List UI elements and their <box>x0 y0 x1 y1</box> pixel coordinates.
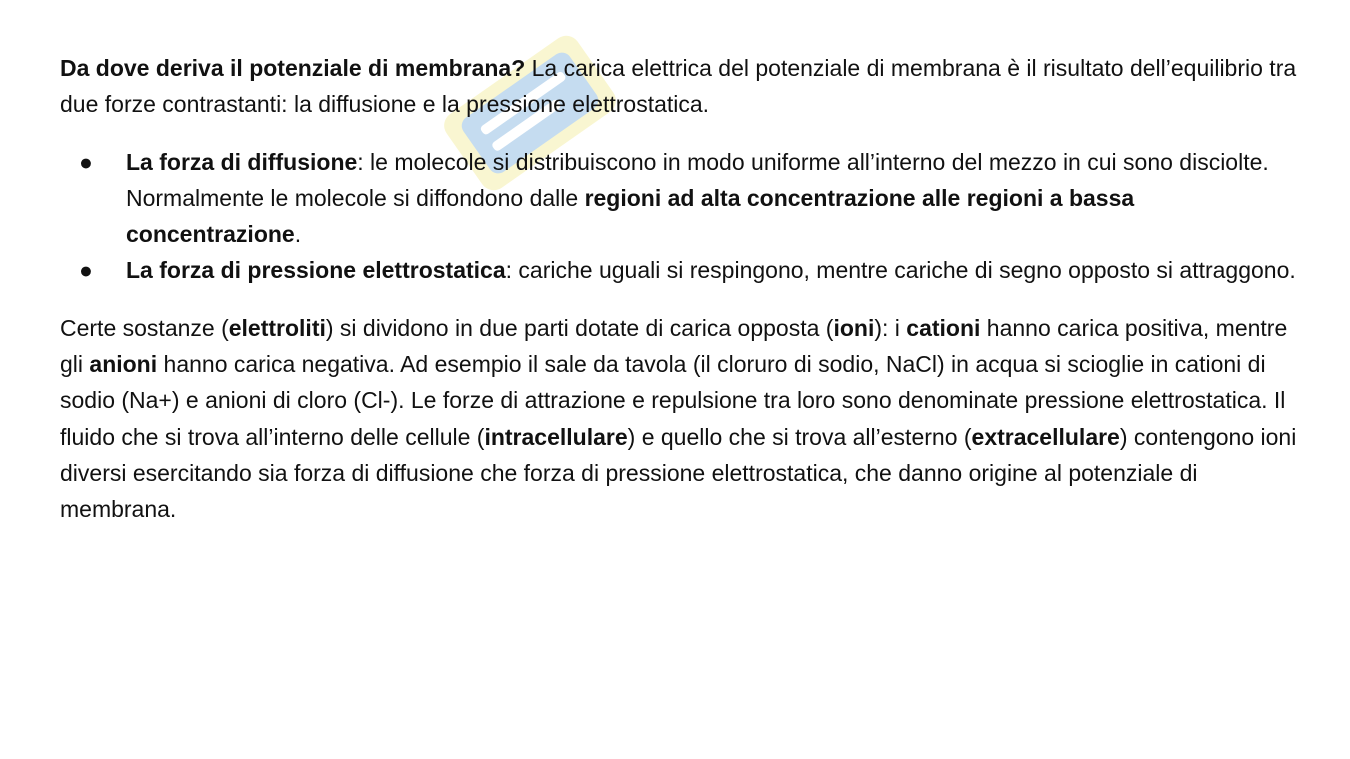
term-extracellulare: extracellulare <box>971 423 1120 450</box>
text-run: hanno carica negativa. Ad esempio il sale da tavola (il cloruro di sodio, NaCl) in acqua si scioglie in cationi di sodio (Na+) e anioni di cloro (Cl-). Le forze di attrazione e repulsione tra loro sono denominate pressione elettrostatica. Il fluido che si trova all’interno delle cellule ( <box>60 351 1286 450</box>
bullet-icon: ● <box>79 257 93 284</box>
bullet-list <box>60 144 1310 289</box>
term-elettroliti: elettroliti <box>228 314 326 341</box>
text-run: ) si dividono in due parti dotate di carica opposta ( <box>325 314 834 341</box>
text-run: ) e quello che si trova all’esterno ( <box>627 423 972 450</box>
intro-question: Da dove deriva il potenziale di membrana? <box>60 55 526 81</box>
term-anioni: anioni <box>89 351 158 378</box>
document-page <box>60 50 1310 528</box>
bullet-title: La forza di diffusione <box>126 148 358 175</box>
intro-text: La carica elettrica del potenziale di membrana è il risultato dell’equilibrio tra due forze contrastanti: la diffusione e la pressione elettrostatica. <box>60 55 1297 118</box>
bullet-text: : le molecole si distribuiscono in modo uniforme all’interno del mezzo in cui sono disciolte. Normalmente le molecole si diffondono dalle <box>126 148 1269 211</box>
list-item-pressione <box>60 252 1310 288</box>
term-ioni: ioni <box>833 314 875 341</box>
list-item-diffusione <box>60 144 1310 253</box>
term-cationi: cationi <box>906 314 981 341</box>
text-run: ) contengono ioni diversi esercitando sia forza di diffusione che forza di pressione elettrostatica, che danno origine al potenziale di membrana. <box>60 423 1297 523</box>
bullet-text-end: . <box>294 221 302 248</box>
text-run: Certe sostanze ( <box>60 314 229 341</box>
term-intracellulare: intracellulare <box>484 423 628 450</box>
bullet-icon: ● <box>79 148 93 175</box>
bullet-text: : cariche uguali si respingono, mentre cariche di segno opposto si attraggono. <box>505 257 1296 284</box>
text-run: ): i <box>874 314 907 341</box>
text-run: hanno carica positiva, mentre gli <box>60 314 1288 378</box>
bullet-title: La forza di pressione elettrostatica <box>126 257 506 284</box>
bullet-emphasis: regioni ad alta concentrazione alle regioni a bassa concentrazione <box>126 184 1135 248</box>
paragraph-elettroliti <box>60 310 1310 528</box>
paragraph-intro <box>60 50 1310 123</box>
